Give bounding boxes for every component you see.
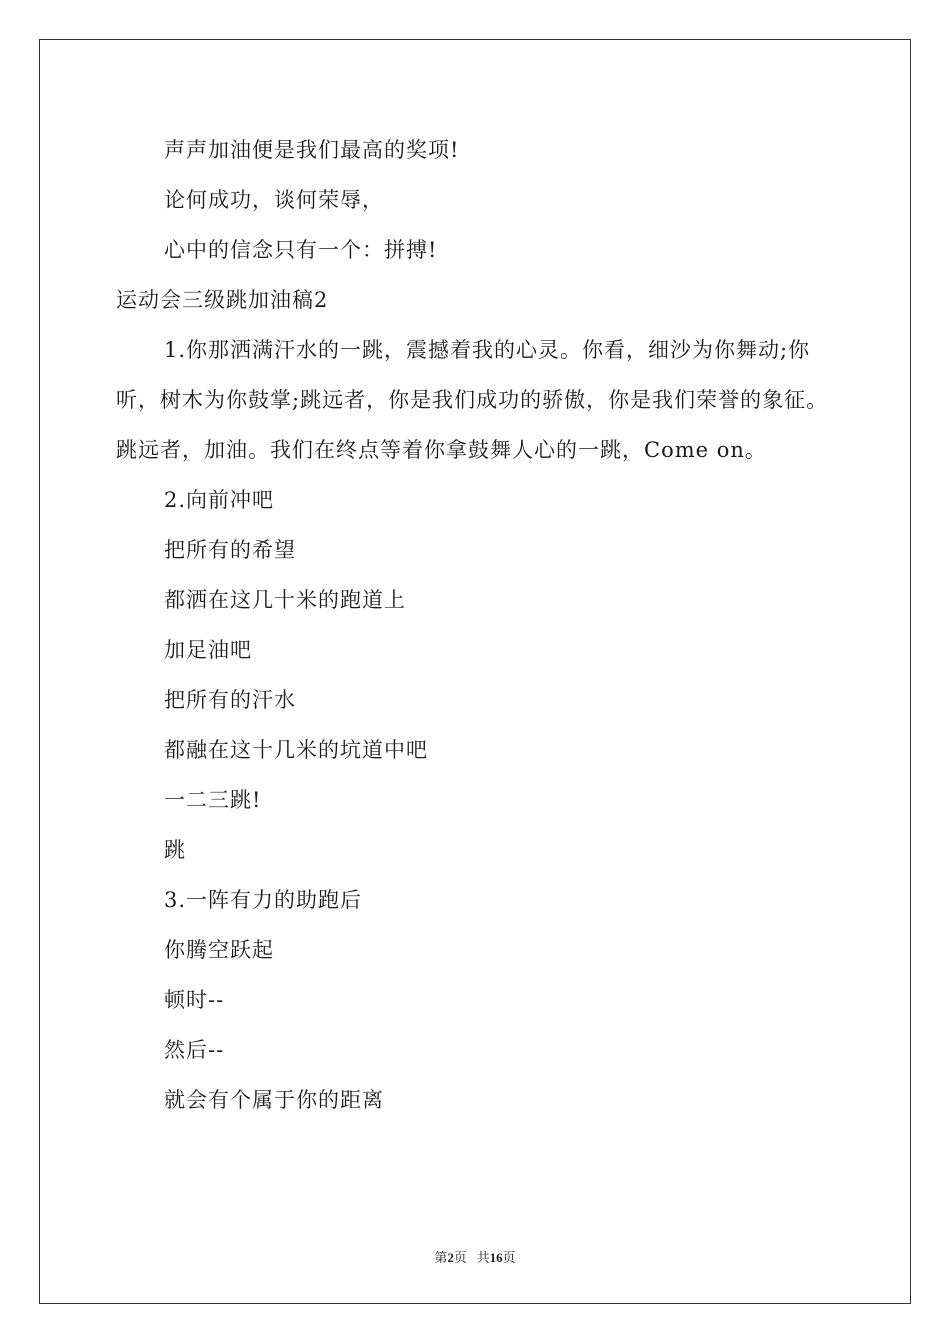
total-page-count: 16	[489, 1250, 503, 1265]
footer-prefix: 第	[434, 1250, 448, 1265]
text-line: 就会有个属于你的距离	[164, 1088, 384, 1112]
text-line: 然后--	[164, 1038, 225, 1062]
text-line: 心中的信念只有一个：拼搏!	[164, 238, 438, 262]
text-line: 3.一阵有力的助跑后	[164, 888, 363, 912]
paragraph: 1.你那洒满汗水的一跳，震撼着我的心灵。你看，细沙为你舞动;你听，树木为你鼓掌;跳远者，你是我们成功的骄傲，你是我们荣誉的象征。跳远者，加油。我们在终点等着你拿鼓舞人心的一跳，Come on。	[116, 338, 829, 462]
page-footer	[0, 1247, 950, 1266]
footer-page-suffix: 页	[453, 1250, 467, 1265]
text-line: 2.向前冲吧	[164, 488, 275, 512]
text-line: 都洒在这几十米的跑道上	[164, 588, 406, 612]
document-body	[116, 125, 846, 1125]
text-line: 声声加油便是我们最高的奖项!	[164, 138, 460, 162]
current-page-number: 2	[447, 1250, 454, 1265]
text-line: 都融在这十几米的坑道中吧	[164, 738, 428, 762]
text-line: 把所有的希望	[164, 538, 296, 562]
footer-total-prefix: 共	[476, 1250, 490, 1265]
text-line: 把所有的汗水	[164, 688, 296, 712]
section-heading: 运动会三级跳加油稿2	[116, 288, 329, 312]
text-line: 跳	[164, 838, 186, 862]
text-line: 论何成功，谈何荣辱，	[164, 188, 384, 212]
footer-total-suffix: 页	[502, 1250, 516, 1265]
text-line: 你腾空跃起	[164, 938, 274, 962]
text-line: 一二三跳!	[164, 788, 262, 812]
text-line: 加足油吧	[164, 638, 252, 662]
text-line: 顿时--	[164, 988, 225, 1012]
